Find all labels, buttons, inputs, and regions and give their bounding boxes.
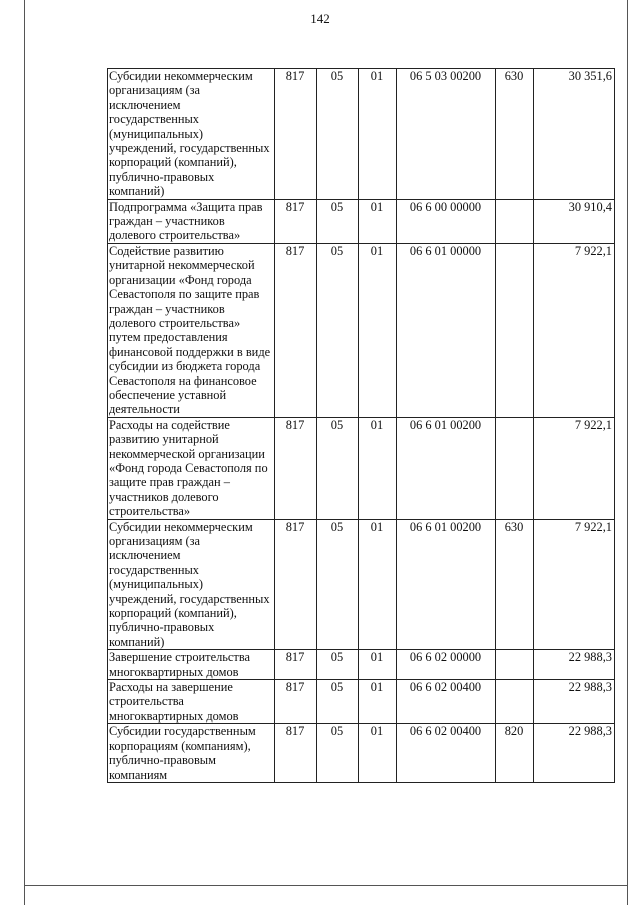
amount-cell: 7 922,1	[534, 519, 615, 650]
table-row	[108, 519, 615, 650]
target-article-cell: 06 6 02 00400	[397, 724, 496, 783]
ministry-code-cell: 817	[275, 199, 317, 243]
ministry-code-cell: 817	[275, 680, 317, 724]
expense-type-cell: 820	[496, 724, 534, 783]
row-name-cell: Субсидии государственным корпорациям (компаниям), публично-правовым компаниям	[108, 724, 275, 783]
row-name-cell: Расходы на завершение строительства многоквартирных домов	[108, 680, 275, 724]
target-article-cell: 06 5 03 00200	[397, 69, 496, 200]
expense-type-cell	[496, 199, 534, 243]
subsection-code-cell: 01	[359, 417, 397, 519]
subsection-code-cell: 01	[359, 680, 397, 724]
expense-type-cell: 630	[496, 69, 534, 200]
target-article-cell: 06 6 01 00200	[397, 519, 496, 650]
target-article-cell: 06 6 02 00000	[397, 650, 496, 680]
section-code-cell: 05	[317, 650, 359, 680]
expense-type-cell: 630	[496, 519, 534, 650]
subsection-code-cell: 01	[359, 519, 397, 650]
ministry-code-cell: 817	[275, 724, 317, 783]
table-row	[108, 199, 615, 243]
ministry-code-cell: 817	[275, 519, 317, 650]
amount-cell: 22 988,3	[534, 724, 615, 783]
budget-table	[107, 68, 615, 783]
amount-cell: 22 988,3	[534, 650, 615, 680]
ministry-code-cell: 817	[275, 243, 317, 417]
row-name-cell: Подпрограмма «Защита прав граждан – участников долевого строительства»	[108, 199, 275, 243]
amount-cell: 30 910,4	[534, 199, 615, 243]
table-row	[108, 243, 615, 417]
section-code-cell: 05	[317, 243, 359, 417]
row-name-cell: Субсидии некоммерческим организациям (за исключением государственных (муниципальных) учреждений, государственных корпораций (компаний), публично-правовых компаний)	[108, 519, 275, 650]
amount-cell: 30 351,6	[534, 69, 615, 200]
table-row	[108, 417, 615, 519]
section-code-cell: 05	[317, 417, 359, 519]
expense-type-cell	[496, 680, 534, 724]
table-row	[108, 650, 615, 680]
row-name-cell: Расходы на содействие развитию унитарной некоммерческой организации «Фонд города Севастополя по защите прав граждан – участников долевого строительства»	[108, 417, 275, 519]
subsection-code-cell: 01	[359, 199, 397, 243]
ministry-code-cell: 817	[275, 417, 317, 519]
scan-edge-left	[24, 0, 25, 905]
subsection-code-cell: 01	[359, 69, 397, 200]
target-article-cell: 06 6 02 00400	[397, 680, 496, 724]
page-number: 142	[310, 11, 330, 26]
table-row	[108, 724, 615, 783]
expense-type-cell	[496, 650, 534, 680]
expense-type-cell	[496, 417, 534, 519]
table-row	[108, 69, 615, 200]
ministry-code-cell: 817	[275, 650, 317, 680]
ministry-code-cell: 817	[275, 69, 317, 200]
amount-cell: 7 922,1	[534, 243, 615, 417]
row-name-cell: Содействие развитию унитарной некоммерческой организации «Фонд города Севастополя по защите прав граждан – участников долевого строительства» путем предоставления финансовой поддержки в виде субсидии из бюджета города Севастополя на финансовое обеспечение уставной деятельности	[108, 243, 275, 417]
row-name-cell: Субсидии некоммерческим организациям (за исключением государственных (муниципальных) учреждений, государственных корпораций (компаний), публично-правовых компаний)	[108, 69, 275, 200]
table-body	[108, 69, 615, 783]
section-code-cell: 05	[317, 519, 359, 650]
target-article-cell: 06 6 00 00000	[397, 199, 496, 243]
row-name-cell: Завершение строительства многоквартирных домов	[108, 650, 275, 680]
table-row	[108, 680, 615, 724]
expense-type-cell	[496, 243, 534, 417]
amount-cell: 22 988,3	[534, 680, 615, 724]
section-code-cell: 05	[317, 69, 359, 200]
subsection-code-cell: 01	[359, 724, 397, 783]
scan-edge-right	[627, 0, 628, 905]
section-code-cell: 05	[317, 199, 359, 243]
section-code-cell: 05	[317, 680, 359, 724]
amount-cell: 7 922,1	[534, 417, 615, 519]
subsection-code-cell: 01	[359, 243, 397, 417]
scan-edge-bottom	[24, 885, 627, 886]
section-code-cell: 05	[317, 724, 359, 783]
subsection-code-cell: 01	[359, 650, 397, 680]
target-article-cell: 06 6 01 00000	[397, 243, 496, 417]
target-article-cell: 06 6 01 00200	[397, 417, 496, 519]
